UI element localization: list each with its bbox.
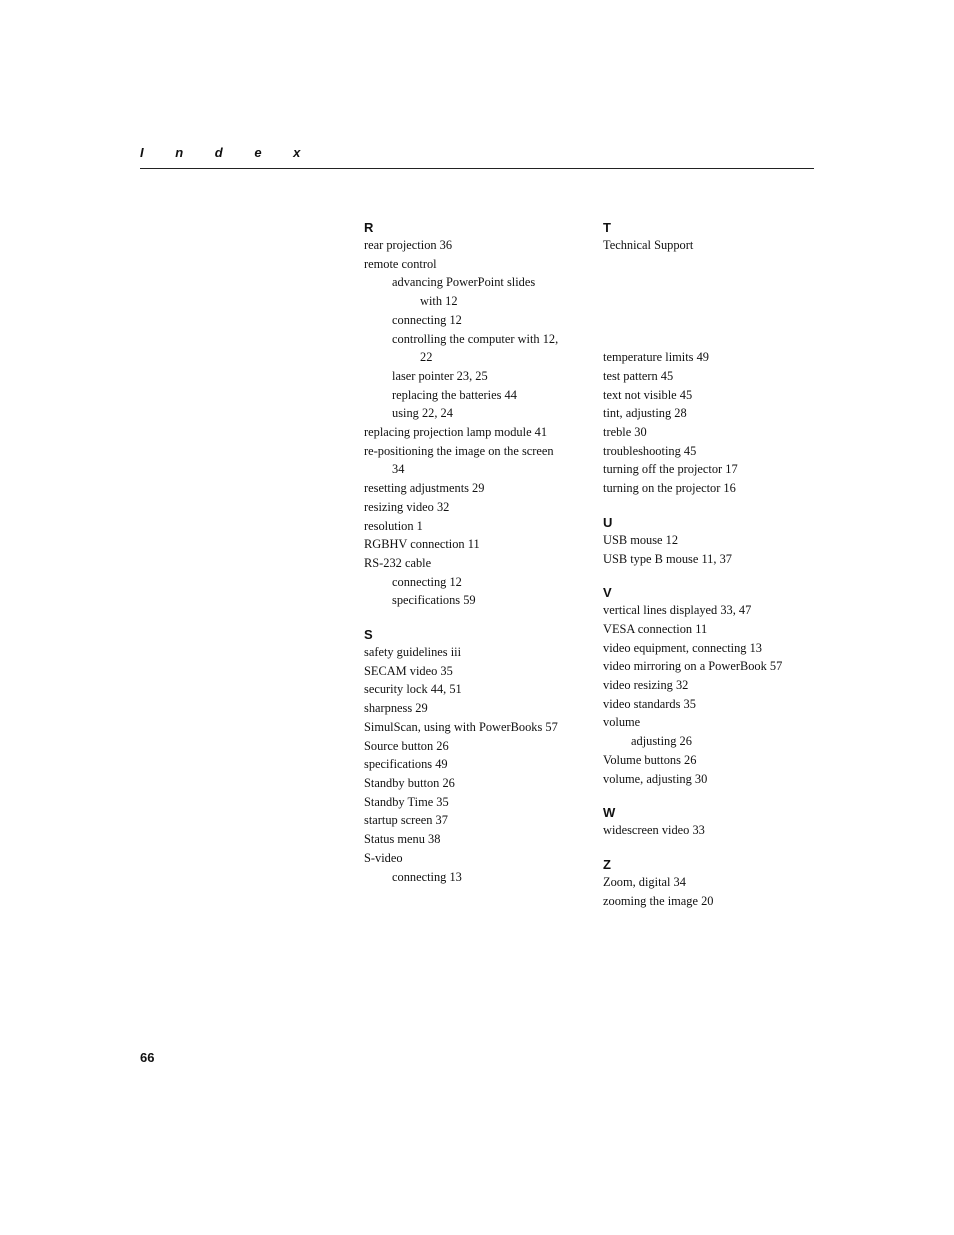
index-entry: RS-232 cable [364,555,432,570]
index-entry: widescreen video 33 [603,823,705,838]
index-entry: turning off the projector 17 [603,462,738,477]
index-entry: video mirroring on a PowerBook 57 [603,659,783,674]
index-entry [603,330,813,349]
index-entry: volume, adjusting 30 [603,771,708,786]
index-entry: 34 [392,462,405,477]
section-gap [603,788,813,805]
index-entry: RGBHV connection 11 [364,537,480,552]
index-entry: specifications 59 [392,593,476,608]
index-entry: advancing PowerPoint slides [392,275,536,290]
index-section-letter: S [364,627,373,643]
index-entry [603,273,813,292]
index-entry: video standards 35 [603,696,696,711]
index-entry: connecting 13 [392,869,462,884]
section-gap [603,568,813,585]
index-entry: USB type B mouse 11, 37 [603,551,732,566]
index-entry: replacing projection lamp module 41 [364,425,548,440]
index-entry: resolution 1 [364,518,423,533]
running-header-title: I n d e x [140,145,315,160]
index-entry [603,292,813,311]
index-section-letter: Z [603,856,611,872]
index-column-left [364,220,584,886]
index-entry: laser pointer 23, 25 [392,368,488,383]
index-entry: sharpness 29 [364,701,428,716]
section-gap [603,498,813,515]
index-entry: turning on the projector 16 [603,481,736,496]
index-entry: 22 [420,350,433,365]
index-entry: adjusting 26 [631,734,692,749]
header-rule [140,168,814,169]
index-entry: temperature limits 49 [603,350,709,365]
index-entry: startup screen 37 [364,813,448,828]
index-entry: replacing the batteries 44 [392,387,517,402]
index-entry: SimulScan, using with PowerBooks 57 [364,719,558,734]
index-entry: safety guidelines iii [364,645,462,660]
index-section-letter: R [364,220,374,235]
index-column-right [603,220,813,910]
index-entry: text not visible 45 [603,387,693,402]
index-section-letter: T [603,220,611,235]
index-entry: controlling the computer with 12, [392,331,559,346]
index-entry: Technical Support [603,238,694,252]
index-entry: Volume buttons 26 [603,752,697,767]
section-gap [603,840,813,857]
index-entry: tint, adjusting 28 [603,406,687,421]
index-entry: Source button 26 [364,738,449,753]
index-section-letter: V [603,585,612,601]
index-entry: Standby button 26 [364,775,455,790]
index-entry: troubleshooting 45 [603,443,697,458]
index-entry: Zoom, digital 34 [603,874,686,889]
index-entry: re-positioning the image on the screen [364,443,554,458]
index-section-letter: U [603,514,613,530]
index-entry: video resizing 32 [603,678,689,693]
index-entry: resizing video 32 [364,499,450,514]
index-entry: SECAM video 35 [364,663,453,678]
index-entry: video equipment, connecting 13 [603,640,762,655]
index-entry: specifications 49 [364,757,448,772]
index-entry: with 12 [420,294,458,309]
index-entry [603,311,813,330]
index-entry: security lock 44, 51 [364,682,462,697]
index-entry: zooming the image 20 [603,893,714,908]
section-gap [364,610,584,627]
index-entry: resetting adjustments 29 [364,481,485,496]
index-entry: Status menu 38 [364,832,441,847]
index-entry: Standby Time 35 [364,794,449,809]
index-entry: VESA connection 11 [603,621,708,636]
index-entry: test pattern 45 [603,368,674,383]
index-entry: volume [603,715,641,730]
index-entry: USB mouse 12 [603,532,679,547]
page-number: 66 [140,1050,155,1065]
index-entry: remote control [364,256,437,271]
index-entry: treble 30 [603,425,647,440]
index-entry: using 22, 24 [392,406,453,421]
index-entry: S-video [364,850,403,865]
index-entry: rear projection 36 [364,238,453,252]
index-entry [603,255,813,274]
index-entry: connecting 12 [392,312,462,327]
index-section-letter: W [603,805,616,821]
index-entry: vertical lines displayed 33, 47 [603,603,752,618]
index-entry: connecting 12 [392,574,462,589]
